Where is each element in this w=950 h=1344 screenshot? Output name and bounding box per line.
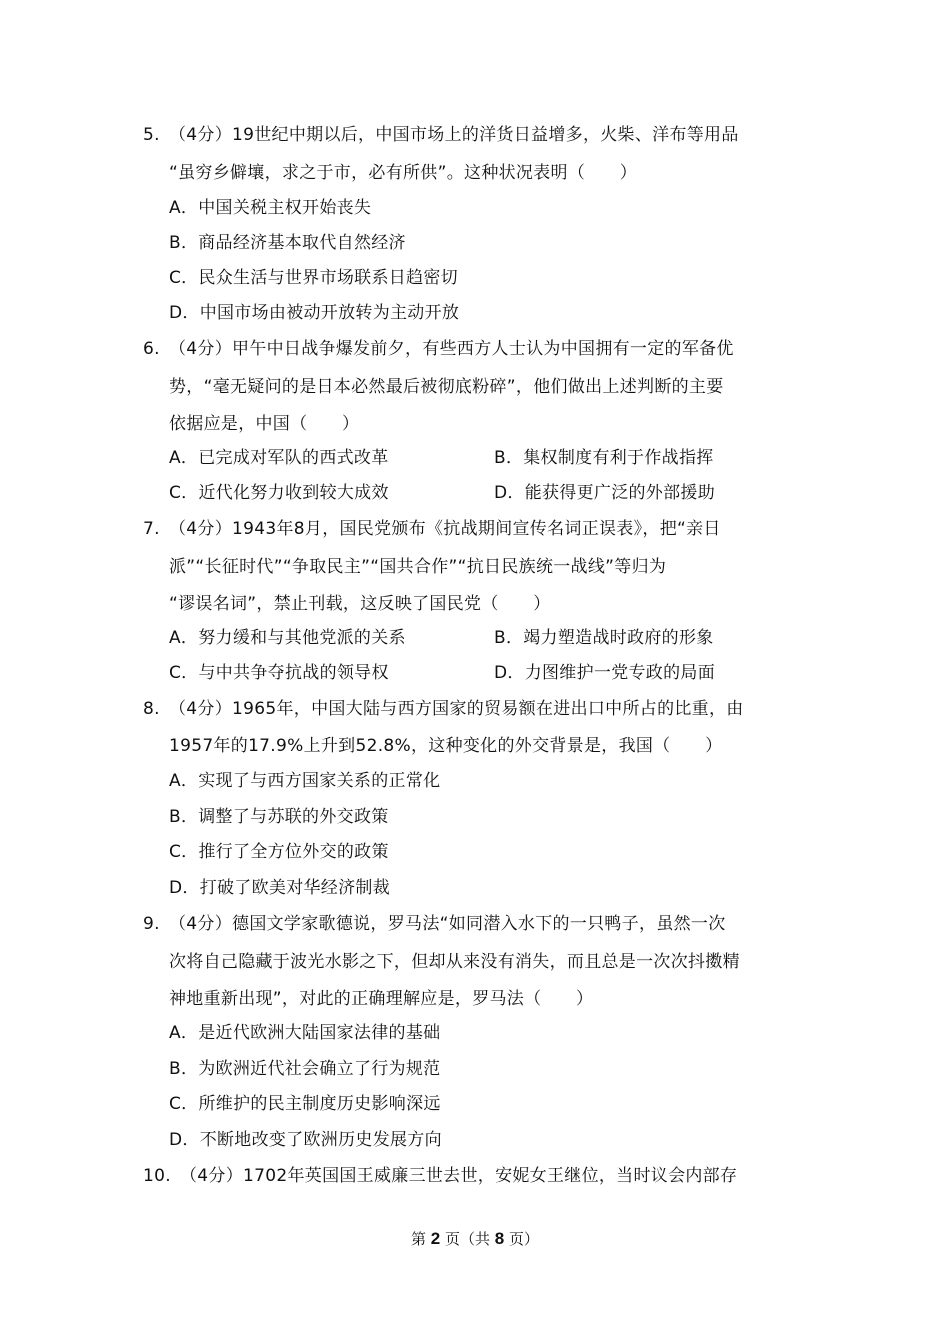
option-a: A．是近代欧洲大陆国家法律的基础 — [169, 1023, 441, 1043]
option-d: D．中国市场由被动开放转为主动开放 — [169, 303, 460, 323]
footer-prefix: 第 — [410, 1230, 431, 1248]
current-page-number: 2 — [430, 1229, 441, 1248]
question-text: 次将自己隐藏于波光水影之下，但却从来没有消失，而且总是一次次抖擞精 — [169, 952, 740, 972]
question-number: 7. — [143, 519, 160, 539]
option-a: A．实现了与西方国家关系的正常化 — [169, 771, 441, 791]
option-c: C．所维护的民主制度历史影响深远 — [169, 1094, 441, 1114]
question-text: （4分）1702年英国国王威廉三世去世，安妮女王继位，当时议会内部存 — [180, 1166, 738, 1186]
option-a: A．已完成对军队的西式改革 — [169, 448, 389, 468]
option-c: C．推行了全方位外交的政策 — [169, 842, 389, 862]
option-b: B．调整了与苏联的外交政策 — [169, 807, 389, 827]
option-b: B．竭力塑造战时政府的形象 — [494, 628, 714, 648]
page-footer — [0, 1228, 950, 1250]
question-number: 10. — [143, 1166, 171, 1186]
question-number: 9. — [143, 914, 160, 934]
question-text: “虽穷乡僻壤，求之于市，必有所供”。这种状况表明（ ） — [169, 163, 638, 183]
question-text: “谬误名词”，禁止刊载，这反映了国民党（ ） — [169, 594, 551, 614]
option-d: D．能获得更广泛的外部援助 — [494, 483, 715, 503]
option-c: C．与中共争夺抗战的领导权 — [169, 663, 389, 683]
footer-suffix: 页） — [504, 1230, 540, 1248]
question-text: （4分）甲午中日战争爆发前夕，有些西方人士认为中国拥有一定的军备优 — [169, 339, 734, 359]
option-c: C．民众生活与世界市场联系日趋密切 — [169, 268, 458, 288]
question-text: 势，“毫无疑问的是日本必然最后被彻底粉碎”，他们做出上述判断的主要 — [169, 377, 724, 397]
option-a: A．中国关税主权开始丧失 — [169, 198, 372, 218]
question-text: 神地重新出现”，对此的正确理解应是，罗马法（ ） — [169, 989, 594, 1009]
question-text: （4分）19世纪中期以后，中国市场上的洋货日益增多，火柴、洋布等用品 — [169, 125, 739, 145]
option-d: D．不断地改变了欧洲历史发展方向 — [169, 1130, 442, 1150]
question-text: 依据应是，中国（ ） — [169, 414, 360, 434]
option-a: A．努力缓和与其他党派的关系 — [169, 628, 406, 648]
option-b: B．集权制度有利于作战指挥 — [494, 448, 714, 468]
question-text: （4分）德国文学家歌德说，罗马法“如同潜入水下的一只鸭子，虽然一次 — [169, 914, 726, 934]
question-text: 1957年的17.9%上升到52.8%，这种变化的外交背景是，我国（ ） — [169, 736, 723, 756]
question-number: 8. — [143, 699, 160, 719]
question-number: 6. — [143, 339, 160, 359]
question-text: （4分）1965年，中国大陆与西方国家的贸易额在进出口中所占的比重，由 — [169, 699, 744, 719]
option-d: D．打破了欧美对华经济制裁 — [169, 878, 390, 898]
option-b: B．为欧洲近代社会确立了行为规范 — [169, 1059, 441, 1079]
footer-middle: 页（共 — [440, 1230, 495, 1248]
question-text: （4分）1943年8月，国民党颁布《抗战期间宣传名词正误表》，把“亲日 — [169, 519, 721, 539]
option-b: B．商品经济基本取代自然经济 — [169, 233, 406, 253]
option-c: C．近代化努力收到较大成效 — [169, 483, 389, 503]
total-pages-number: 8 — [494, 1229, 505, 1248]
question-text: 派”“长征时代”“争取民主”“国共合作”“抗日民族统一战线”等归为 — [169, 557, 667, 577]
option-d: D．力图维护一党专政的局面 — [494, 663, 715, 683]
question-number: 5. — [143, 125, 160, 145]
